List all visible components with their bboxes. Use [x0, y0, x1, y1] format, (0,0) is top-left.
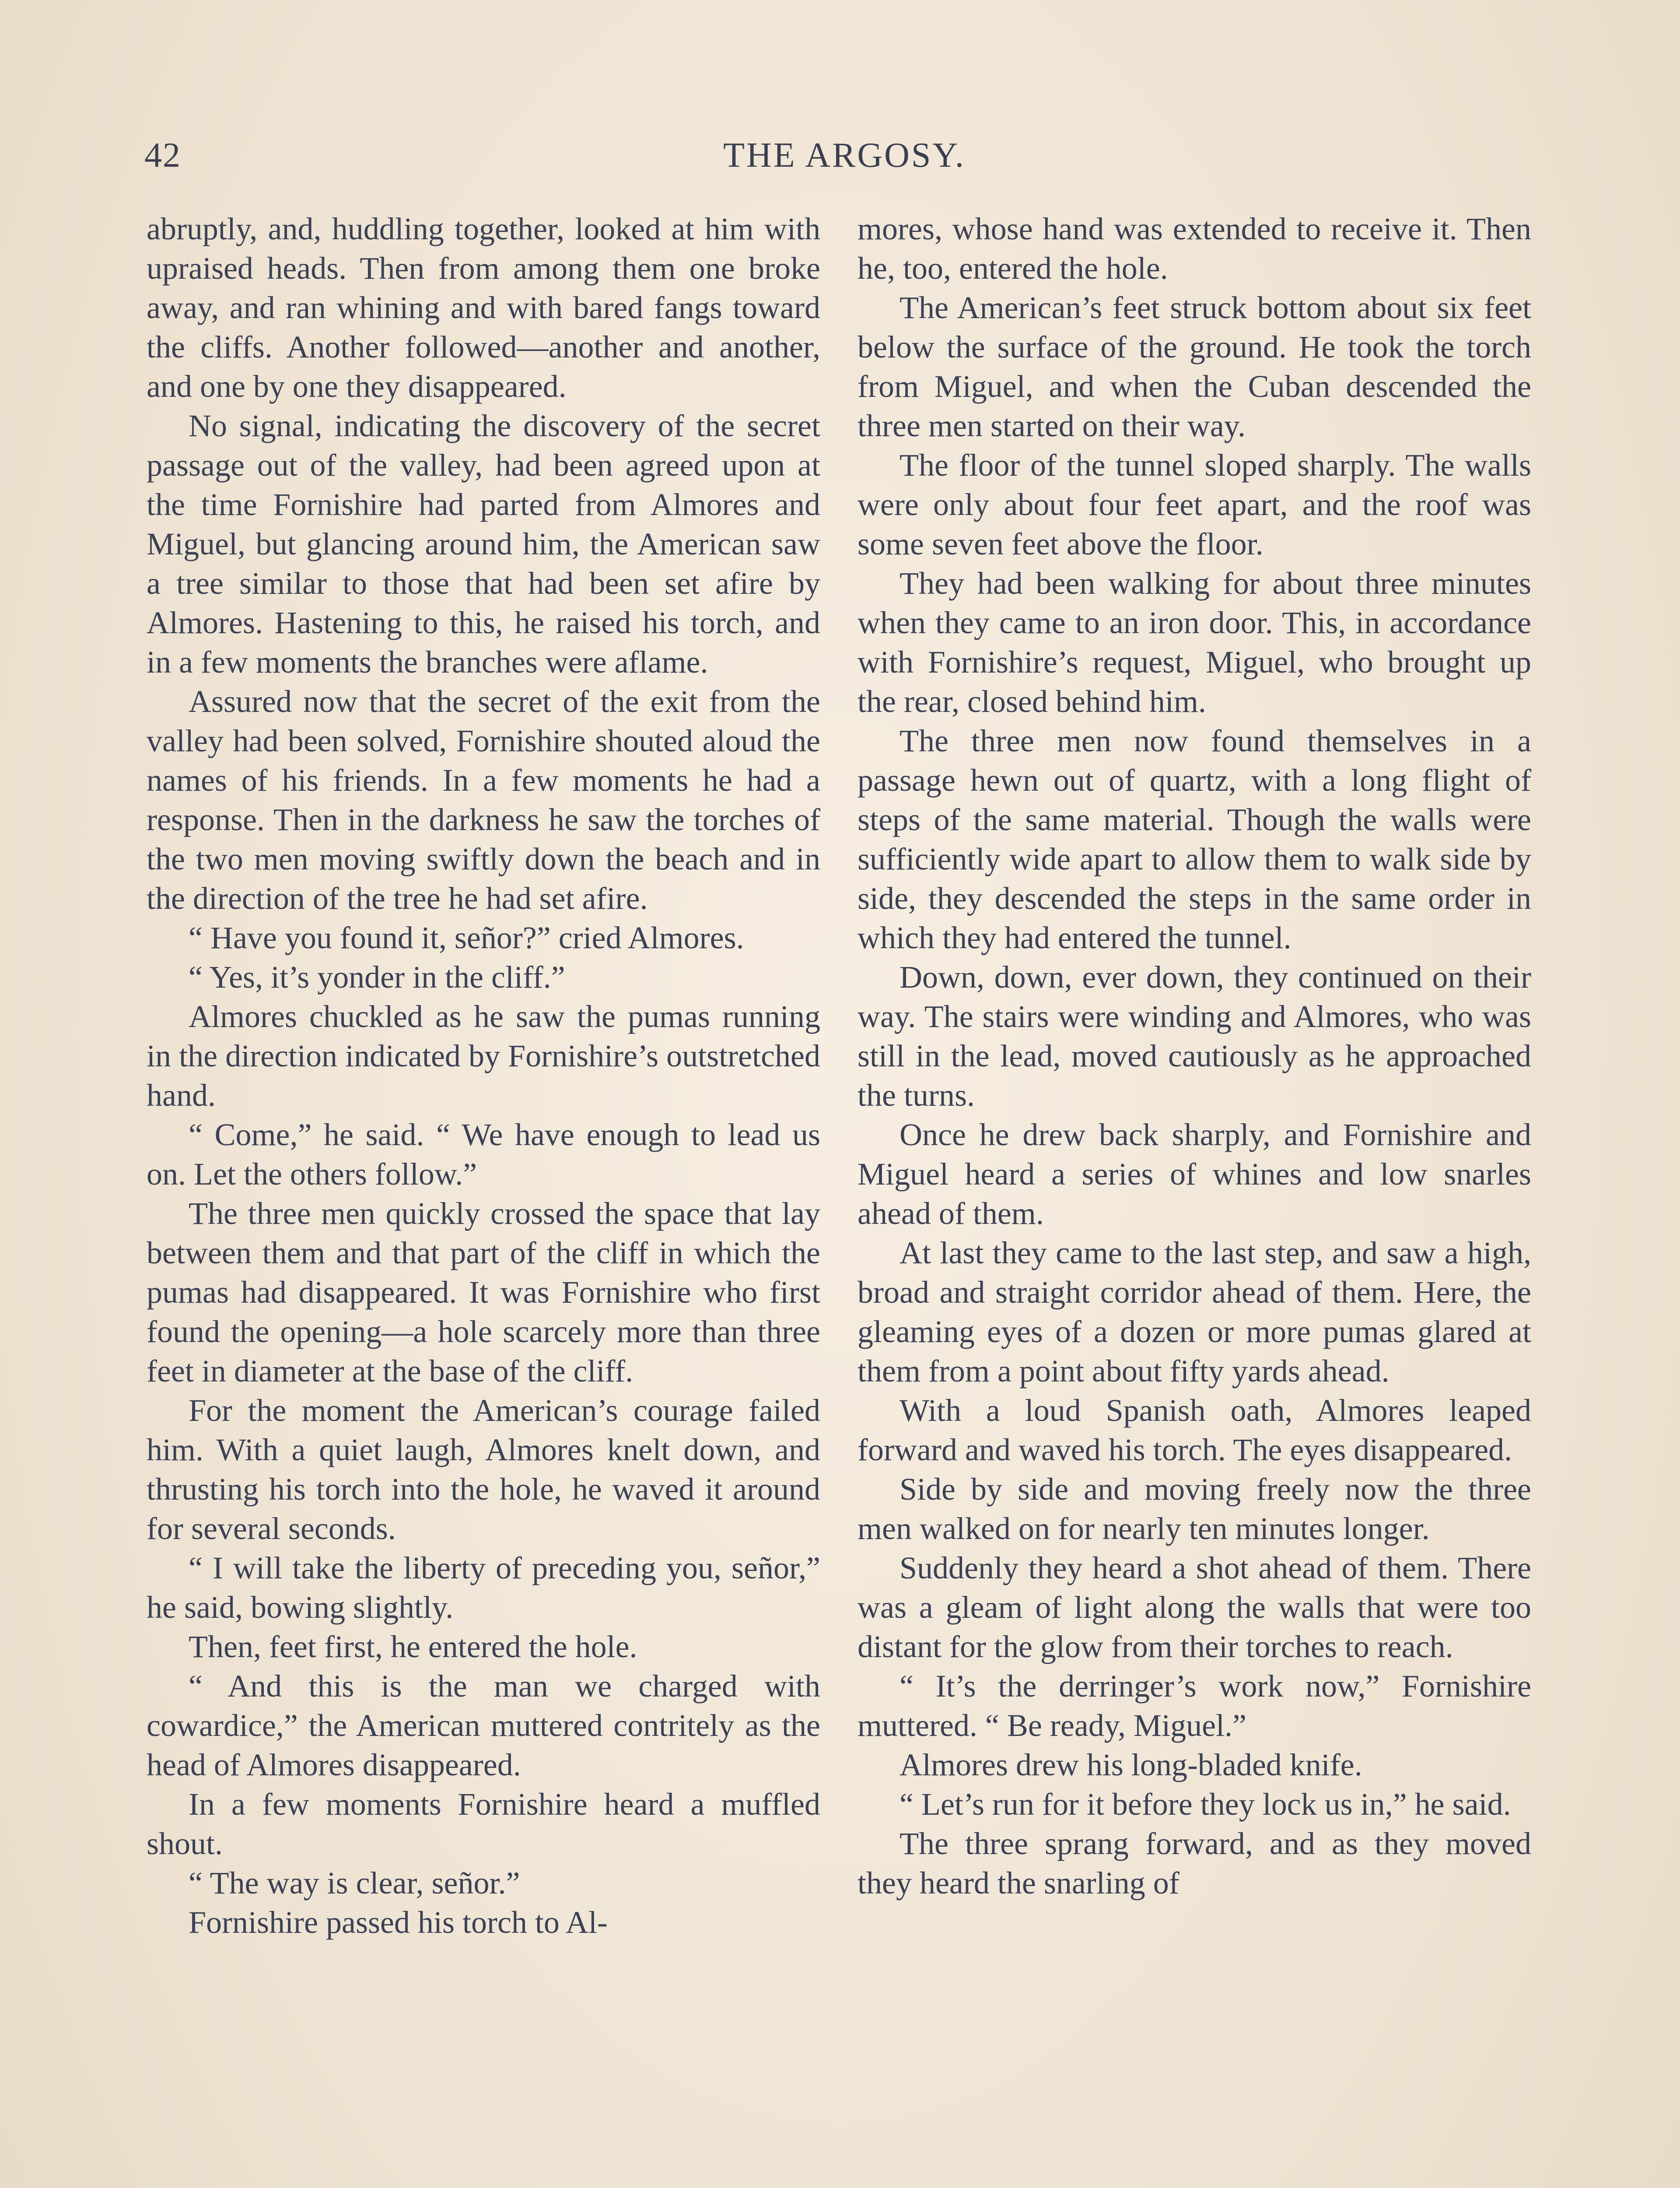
paragraph: The three sprang forward, and as they moved they heard the snarling of	[858, 1826, 1531, 1900]
paragraph: “ And this is the man we charged with cowardice,” the American muttered contritely as the head of Almores disappeared.	[147, 1669, 820, 1782]
page-header	[144, 133, 1544, 182]
paragraph: “ It’s the derringer’s work now,” Fornishire muttered. “ Be ready, Miguel.”	[858, 1669, 1531, 1743]
running-head: THE ARGOSY.	[723, 136, 966, 175]
paragraph: In a few moments Fornishire heard a muffled shout.	[147, 1787, 820, 1861]
left-column	[147, 209, 820, 1942]
paragraph: “ Yes, it’s yonder in the cliff.”	[189, 960, 565, 995]
right-column	[858, 209, 1531, 1903]
paragraph: mores, whose hand was extended to receive it. Then he, too, entered the hole.	[858, 211, 1531, 286]
paragraph: Almores drew his long-bladed knife.	[900, 1747, 1362, 1782]
paragraph: “ Let’s run for it before they lock us in,” he said.	[900, 1787, 1511, 1822]
paragraph: “ I will take the liberty of preceding you, señor,” he said, bowing slightly.	[147, 1550, 820, 1625]
paragraph: “ The way is clear, señor.”	[189, 1865, 520, 1900]
paragraph: Then, feet first, he entered the hole.	[189, 1629, 637, 1664]
paragraph: Once he drew back sharply, and Fornishire and Miguel heard a series of whines and low snarles ahead of them.	[858, 1117, 1531, 1231]
paragraph: The three men quickly crossed the space that lay between them and that part of the cliff in which the pumas had disappeared. It was Fornishire who first found the opening—a hole scarcely more than three feet in diameter at the base of the cliff.	[147, 1196, 820, 1389]
paragraph: They had been walking for about three minutes when they came to an iron door. This, in accordance with Fornishire’s request, Miguel, who brought up the rear, closed behind him.	[858, 566, 1531, 719]
paragraph: Side by side and moving freely now the three men walked on for nearly ten minutes longer.	[858, 1472, 1531, 1546]
paragraph: With a loud Spanish oath, Almores leaped forward and waved his torch. The eyes disappeared.	[858, 1393, 1531, 1467]
paragraph: At last they came to the last step, and saw a high, broad and straight corridor ahead of them. Here, the gleaming eyes of a dozen or more pumas glared at them from a point about fifty yards ahead.	[858, 1235, 1531, 1389]
paragraph: The American’s feet struck bottom about six feet below the surface of the ground. He took the torch from Miguel, and when the Cuban descended the three men started on their way.	[858, 290, 1531, 443]
paragraph: Assured now that the secret of the exit from the valley had been solved, Fornishire shouted aloud the names of his friends. In a few moments he had a response. Then in the darkness he saw the torches of the two men moving swiftly down the beach and in the direction of the tree he had set afire.	[147, 684, 820, 916]
paragraph: No signal, indicating the discovery of the secret passage out of the valley, had been agreed upon at the time Fornishire had parted from Almores and Miguel, but glancing around him, the American saw a tree similar to those that had been set afire by Almores. Hastening to this, he raised his torch, and in a few moments the branches were aflame.	[147, 408, 820, 680]
paragraph: The three men now found themselves in a passage hewn out of quartz, with a long flight of steps of the same material. Though the walls were sufficiently wide apart to allow them to walk side by side, they descended the steps in the same order in which they had entered the tunnel.	[858, 723, 1531, 955]
paragraph: “ Come,” he said. “ We have enough to lead us on. Let the others follow.”	[147, 1117, 820, 1192]
paragraph: Down, down, ever down, they continued on their way. The stairs were winding and Almores, who was still in the lead, moved cautiously as he approached the turns.	[858, 960, 1531, 1113]
paragraph: “ Have you found it, señor?” cried Almores.	[189, 920, 744, 955]
page-number: 42	[144, 136, 181, 175]
paragraph: The floor of the tunnel sloped sharply. The walls were only about four feet apart, and the roof was some seven feet above the floor.	[858, 448, 1531, 561]
paragraph: Suddenly they heard a shot ahead of them. There was a gleam of light along the walls that were too distant for the glow from their torches to reach.	[858, 1550, 1531, 1664]
paragraph: Fornishire passed his torch to Al-	[189, 1905, 608, 1940]
paragraph: abruptly, and, huddling together, looked at him with upraised heads. Then from among them one broke away, and ran whining and with bared fangs toward the cliffs. Another followed—another and another, and one by one they disappeared.	[147, 211, 820, 404]
paragraph: Almores chuckled as he saw the pumas running in the direction indicated by Fornishire’s outstretched hand.	[147, 999, 820, 1113]
paragraph: For the moment the American’s courage failed him. With a quiet laugh, Almores knelt down, and thrusting his torch into the hole, he waved it around for several seconds.	[147, 1393, 820, 1546]
